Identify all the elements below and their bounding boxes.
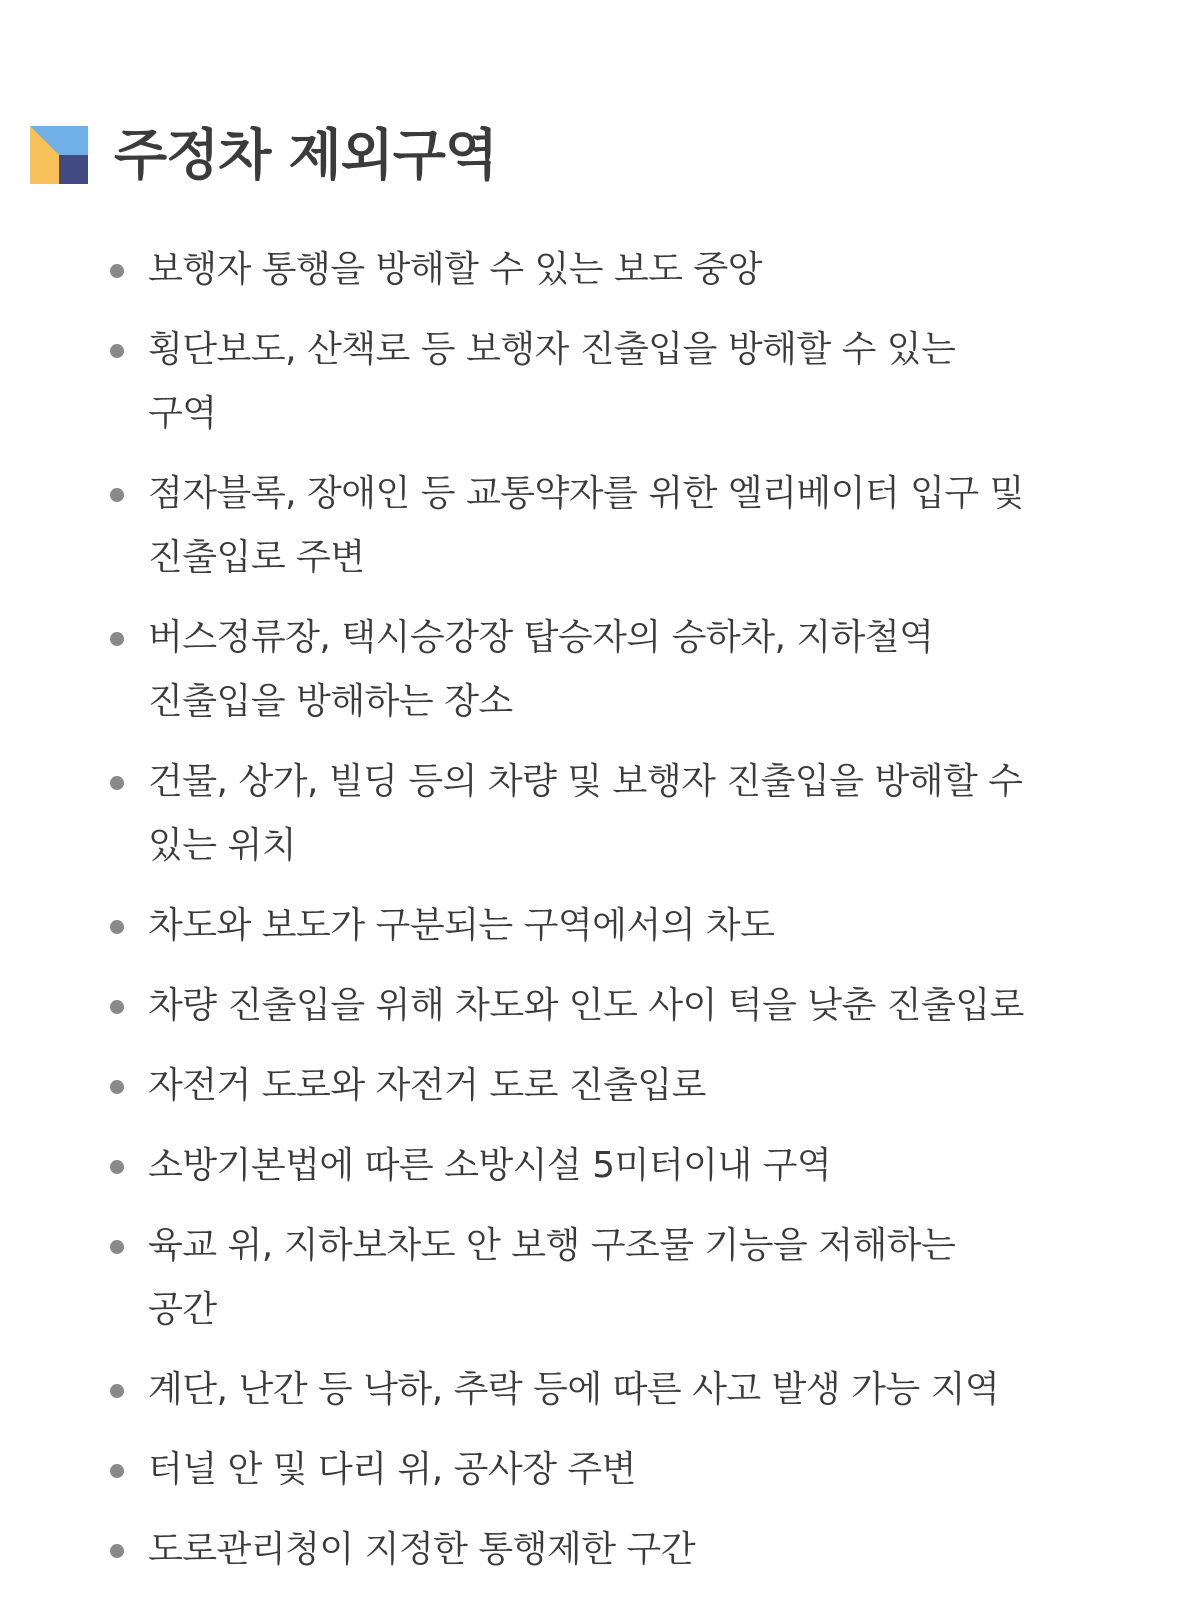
list-item <box>148 1134 1031 1198</box>
list-item <box>148 1358 1031 1422</box>
list-item <box>148 894 1031 958</box>
bullet-icon <box>110 1000 124 1014</box>
list-item <box>148 606 1031 734</box>
bullet-icon <box>110 264 124 278</box>
list-item-text: 차도와 보도가 구분되는 구역에서의 차도 <box>148 905 775 946</box>
bullet-icon <box>110 488 124 502</box>
list-item-text: 계단, 난간 등 낙하, 추락 등에 따른 사고 발생 가능 지역 <box>148 1369 1000 1410</box>
list-item <box>148 462 1031 590</box>
bullet-icon <box>110 344 124 358</box>
list-item-text: 도로관리청이 지정한 통행제한 구간 <box>148 1529 695 1570</box>
bullet-icon <box>110 1464 124 1478</box>
section-marker-icon <box>30 126 88 184</box>
list-item-text: 터널 안 및 다리 위, 공사장 주변 <box>148 1449 636 1490</box>
list-item-text: 차량 진출입을 위해 차도와 인도 사이 턱을 낮춘 진출입로 <box>148 985 1024 1026</box>
bullet-icon <box>110 1240 124 1254</box>
list-item <box>148 750 1031 878</box>
list-item-text: 보행자 통행을 방해할 수 있는 보도 중앙 <box>148 249 763 290</box>
list-item <box>148 1214 1031 1342</box>
list-item-text: 횡단보도, 산책로 등 보행자 진출입을 방해할 수 있는 구역 <box>148 329 956 434</box>
section-title: 주정차 제외구역 <box>114 123 498 187</box>
list-item-text: 버스정류장, 택시승강장 탑승자의 승하차, 지하철역 진출입을 방해하는 장소 <box>148 617 934 722</box>
no-parking-zone-list <box>0 238 1031 1598</box>
bullet-icon <box>110 1544 124 1558</box>
list-item-text: 건물, 상가, 빌딩 등의 차량 및 보행자 진출입을 방해할 수 있는 위치 <box>148 761 1023 866</box>
bullet-icon <box>110 1080 124 1094</box>
list-item-text: 자전거 도로와 자전거 도로 진출입로 <box>148 1065 706 1106</box>
list-item <box>148 1518 1031 1582</box>
list-item-text: 소방기본법에 따른 소방시설 5미터이내 구역 <box>148 1145 832 1186</box>
bullet-icon <box>110 1160 124 1174</box>
list-item <box>148 238 1031 302</box>
list-item-text: 육교 위, 지하보차도 안 보행 구조물 기능을 저해하는 공간 <box>148 1225 956 1330</box>
list-item-text: 점자블록, 장애인 등 교통약자를 위한 엘리베이터 입구 및 진출입로 주변 <box>148 473 1024 578</box>
bullet-icon <box>110 776 124 790</box>
bullet-icon <box>110 632 124 646</box>
section-header <box>30 122 497 188</box>
list-item <box>148 318 1031 446</box>
list-item <box>148 1438 1031 1502</box>
list-item <box>148 1054 1031 1118</box>
list-item <box>148 974 1031 1038</box>
bullet-icon <box>110 920 124 934</box>
bullet-icon <box>110 1384 124 1398</box>
